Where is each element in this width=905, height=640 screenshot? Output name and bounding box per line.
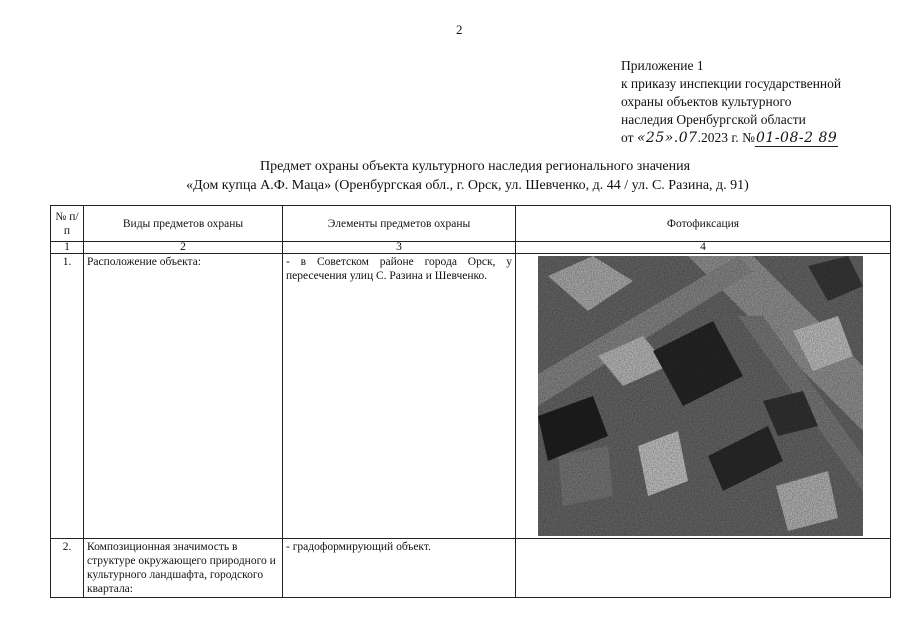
- header-elements: Элементы предметов охраны: [283, 206, 516, 242]
- appendix-line-4: наследия Оренбургской области: [621, 112, 806, 127]
- col-number: 1: [51, 242, 84, 254]
- row-photo: [516, 254, 891, 539]
- header-type: Виды предметов охраны: [84, 206, 283, 242]
- row-elements: - в Советском районе города Орск, у пересечения улиц С. Разина и Шевченко.: [283, 254, 516, 539]
- row-number: 2.: [51, 539, 84, 598]
- page-number: 2: [456, 22, 463, 37]
- row-type: Композиционная значимость в структуре окружающего природного и культурного ландшафта, городского квартала:: [84, 539, 283, 598]
- date-prefix: от: [621, 130, 634, 145]
- row-elements: - градоформирующий объект.: [283, 539, 516, 598]
- table-row: [51, 254, 891, 539]
- date-year: .2023 г.: [697, 130, 739, 145]
- row-type: Расположение объекта:: [84, 254, 283, 539]
- row-number: 1.: [51, 254, 84, 539]
- number-prefix: №: [742, 130, 755, 145]
- appendix-date-line: [621, 129, 841, 147]
- protection-subject-table: [50, 205, 891, 598]
- column-number-row: [51, 242, 891, 254]
- aerial-photo-icon: [538, 256, 863, 536]
- appendix-block: [621, 57, 841, 147]
- title-line-1: Предмет охраны объекта культурного наследия регионального значения: [259, 159, 691, 174]
- col-number: 2: [84, 242, 283, 254]
- appendix-line-3: охраны объектов культурного: [621, 94, 792, 109]
- table-row: [51, 539, 891, 598]
- col-number: 4: [516, 242, 891, 254]
- date-month: 07: [678, 130, 698, 146]
- appendix-line-2: к приказу инспекции государственной: [621, 76, 842, 91]
- date-day: «25».: [636, 130, 679, 146]
- order-number: 01-08-2 89: [756, 130, 838, 146]
- appendix-line-1: Приложение 1: [621, 58, 704, 73]
- table-header-row: [51, 206, 891, 242]
- header-num: № п/п: [51, 206, 84, 242]
- header-photo: Фотофиксация: [516, 206, 891, 242]
- title-line-2: «Дом купца А.Ф. Маца» (Оренбургская обл., г. Орск, ул. Шевченко, д. 44 / ул. С. Разина, д. 91): [186, 178, 749, 193]
- document-title: [0, 157, 905, 195]
- row-photo-empty: [516, 539, 891, 598]
- col-number: 3: [283, 242, 516, 254]
